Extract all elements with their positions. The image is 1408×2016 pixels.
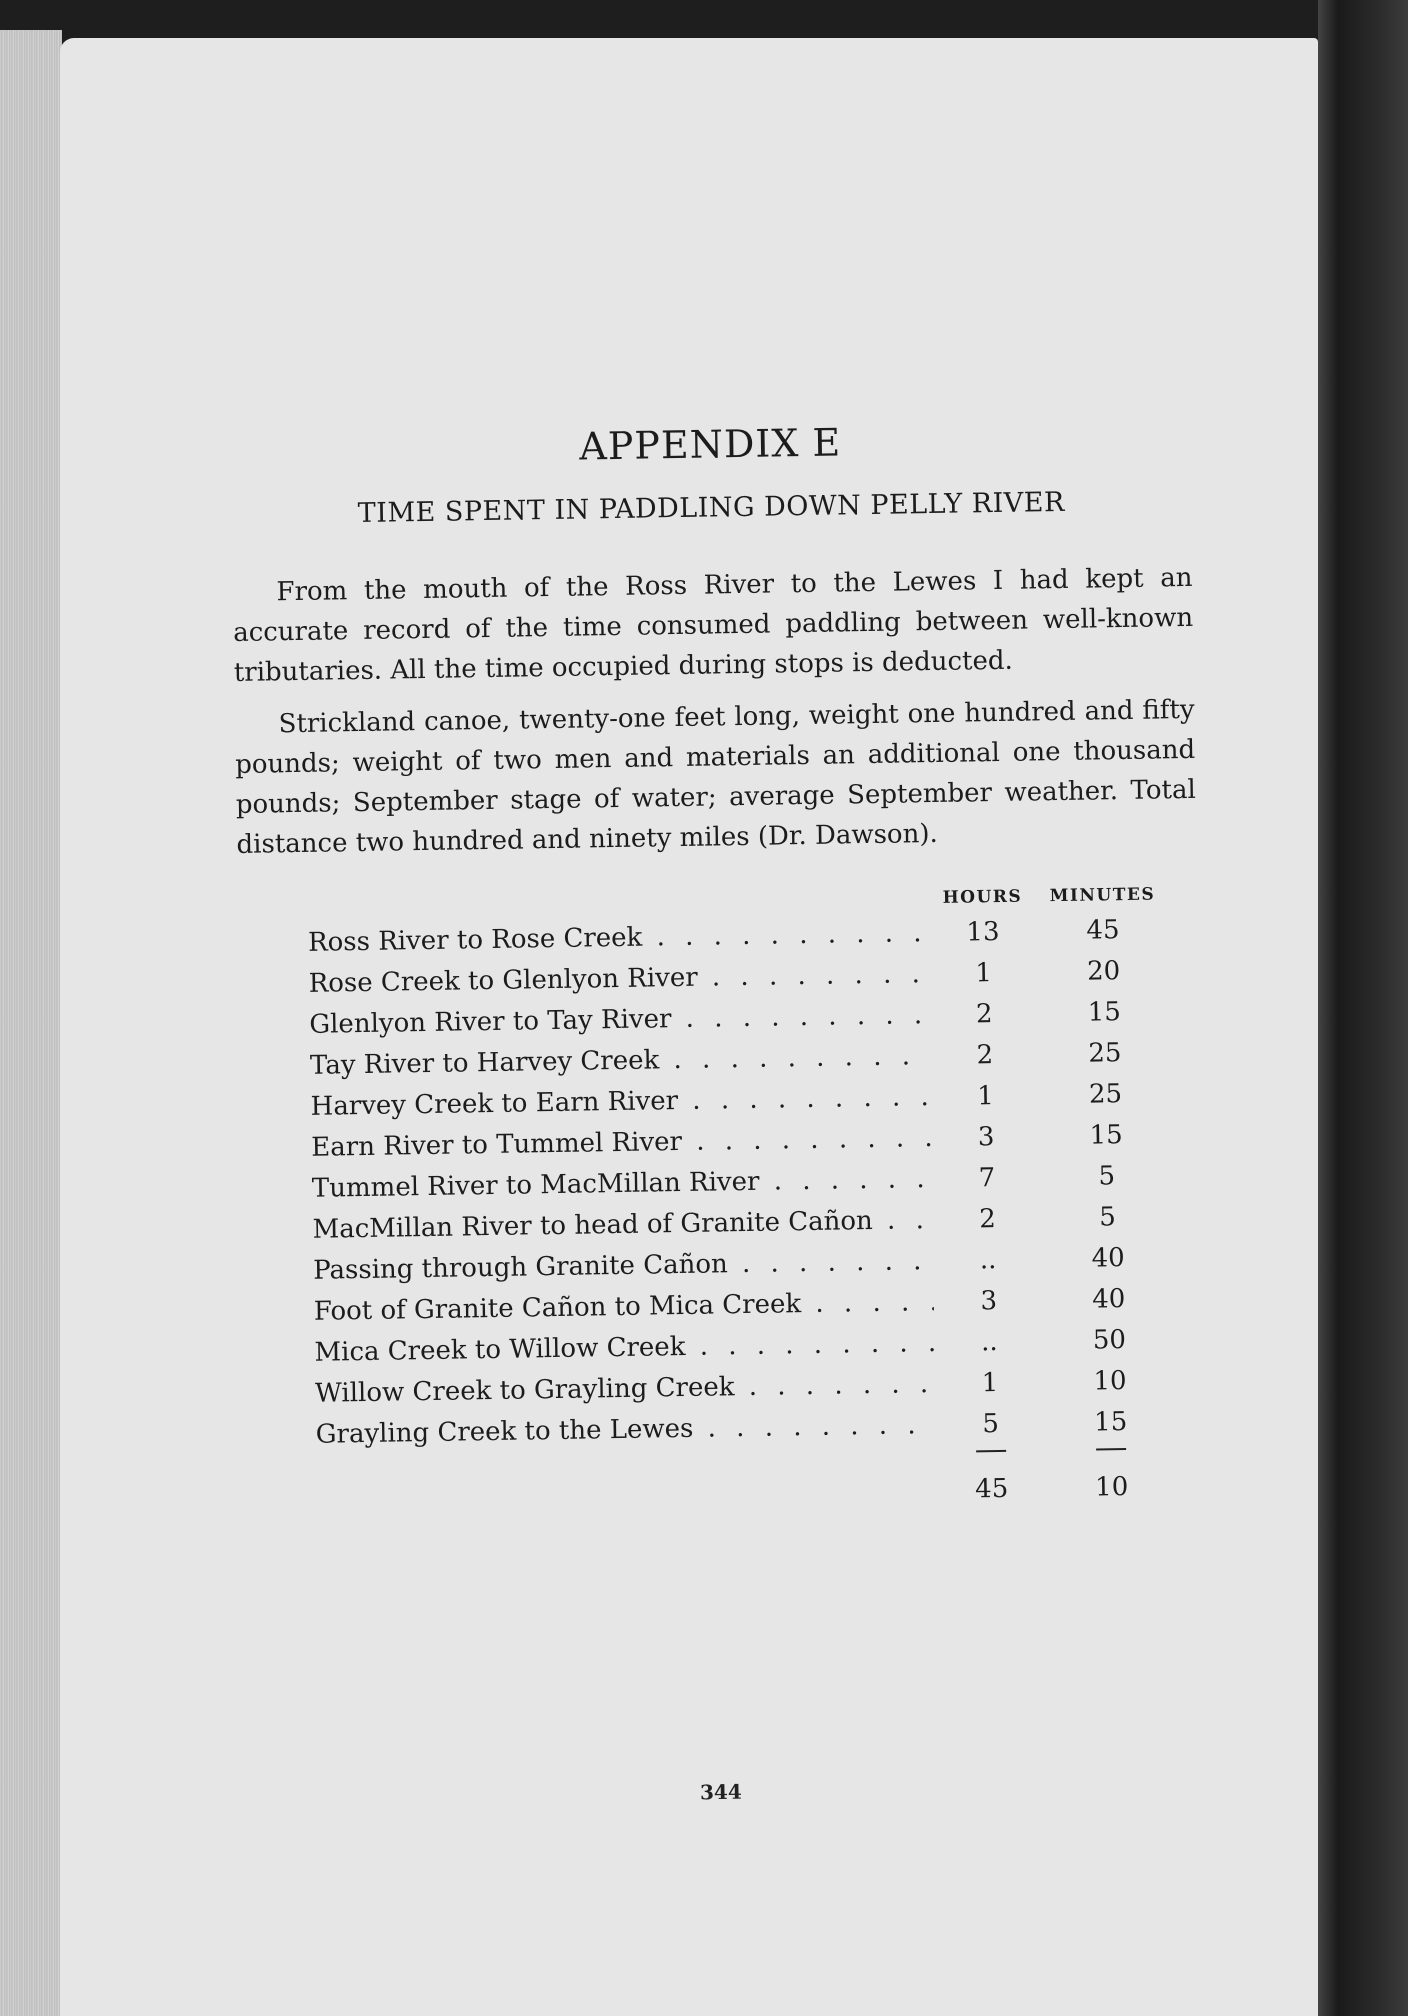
- minutes-cell: 15: [1093, 1407, 1128, 1438]
- hours-cell: 7: [978, 1163, 996, 1194]
- table-header: [307, 884, 1167, 918]
- minutes-cell: 20: [1086, 956, 1121, 987]
- appendix-title: APPENDIX E: [578, 420, 842, 469]
- minutes-cell: 15: [1089, 1120, 1123, 1151]
- hours-cell: 3: [977, 1122, 995, 1153]
- hours-cell: 2: [978, 1204, 996, 1235]
- route-cell: Mica Creek to Willow Creek . . .: [314, 1328, 934, 1368]
- route-cell: Ross River to Rose Creek . . .: [308, 918, 928, 958]
- hours-cell: ..: [980, 1327, 998, 1358]
- route-cell: Grayling Creek to the Lewes . . .: [316, 1410, 936, 1450]
- minutes-cell: 5: [1098, 1161, 1116, 1192]
- route-cell: Foot of Granite Cañon to Mica Creek . . .: [314, 1287, 934, 1327]
- hours-cell: ..: [979, 1245, 997, 1276]
- minutes-sum-rule: [1096, 1448, 1126, 1458]
- hours-column-header: HOURS: [942, 886, 1023, 908]
- intro-paragraph: From the mouth of the Ross River to the Lewes I had kept an accurate record of the time consumed paddling between well-known tributaries. All the time occupied during stops is deducted.: [232, 562, 1194, 688]
- hours-cell: 2: [975, 999, 993, 1030]
- page-content: [230, 415, 1207, 1516]
- minutes-cell: 40: [1091, 1243, 1125, 1274]
- route-cell: Tay River to Harvey Creek . . .: [310, 1041, 930, 1081]
- minutes-cell: 40: [1091, 1284, 1126, 1315]
- minutes-column-header: MINUTES: [1049, 884, 1156, 907]
- hours-cell: 1: [975, 958, 993, 989]
- minutes-cell: 25: [1088, 1038, 1122, 1069]
- hours-cell: 1: [981, 1368, 999, 1399]
- hours-cell: 1: [977, 1081, 995, 1112]
- time-table: [307, 884, 1177, 1514]
- details-paragraph: Strickland canoe, twenty-one feet long, weight one hundred and fifty pounds; weight of two men and materials an additional one thousand pounds; September stage of water; average September weather. Total distance two hundred and ninety miles (Dr. Dawson).: [235, 694, 1197, 860]
- route-cell: MacMillan River to head of Granite Cañon . . .: [312, 1205, 932, 1245]
- hours-cell: 13: [966, 916, 1000, 948]
- minutes-cell: 50: [1092, 1325, 1127, 1356]
- total-hours: 45: [974, 1473, 1009, 1505]
- hours-cell: 5: [982, 1409, 1000, 1440]
- appendix-subtitle: TIME SPENT IN PADDLING DOWN PELLY RIVER: [357, 486, 1066, 530]
- route-cell: Rose Creek to Glenlyon River . . .: [308, 959, 928, 999]
- total-minutes: 10: [1094, 1472, 1129, 1503]
- page-edges: [0, 30, 62, 2016]
- minutes-cell: 10: [1093, 1366, 1127, 1397]
- book-gutter: [1318, 0, 1408, 2016]
- minutes-cell: 5: [1098, 1202, 1116, 1233]
- route-cell: Willow Creek to Grayling Creek . . .: [315, 1369, 935, 1409]
- minutes-cell: 25: [1088, 1079, 1123, 1110]
- hours-cell: 2: [976, 1040, 994, 1071]
- page-number: 344: [699, 1779, 742, 1805]
- route-cell: Glenlyon River to Tay River . . .: [309, 1000, 929, 1040]
- minutes-cell: 15: [1087, 997, 1122, 1028]
- minutes-cell: 45: [1086, 915, 1120, 946]
- route-cell: Passing through Granite Cañon . . .: [313, 1246, 933, 1286]
- route-cell: Tummel River to MacMillan River . . .: [312, 1164, 932, 1204]
- route-cell: Earn River to Tummel River . . .: [311, 1123, 931, 1163]
- hours-cell: 3: [980, 1286, 998, 1317]
- table-body: [308, 914, 1176, 1460]
- route-cell: Harvey Creek to Earn River . . .: [310, 1082, 930, 1122]
- hours-sum-rule: [976, 1450, 1006, 1460]
